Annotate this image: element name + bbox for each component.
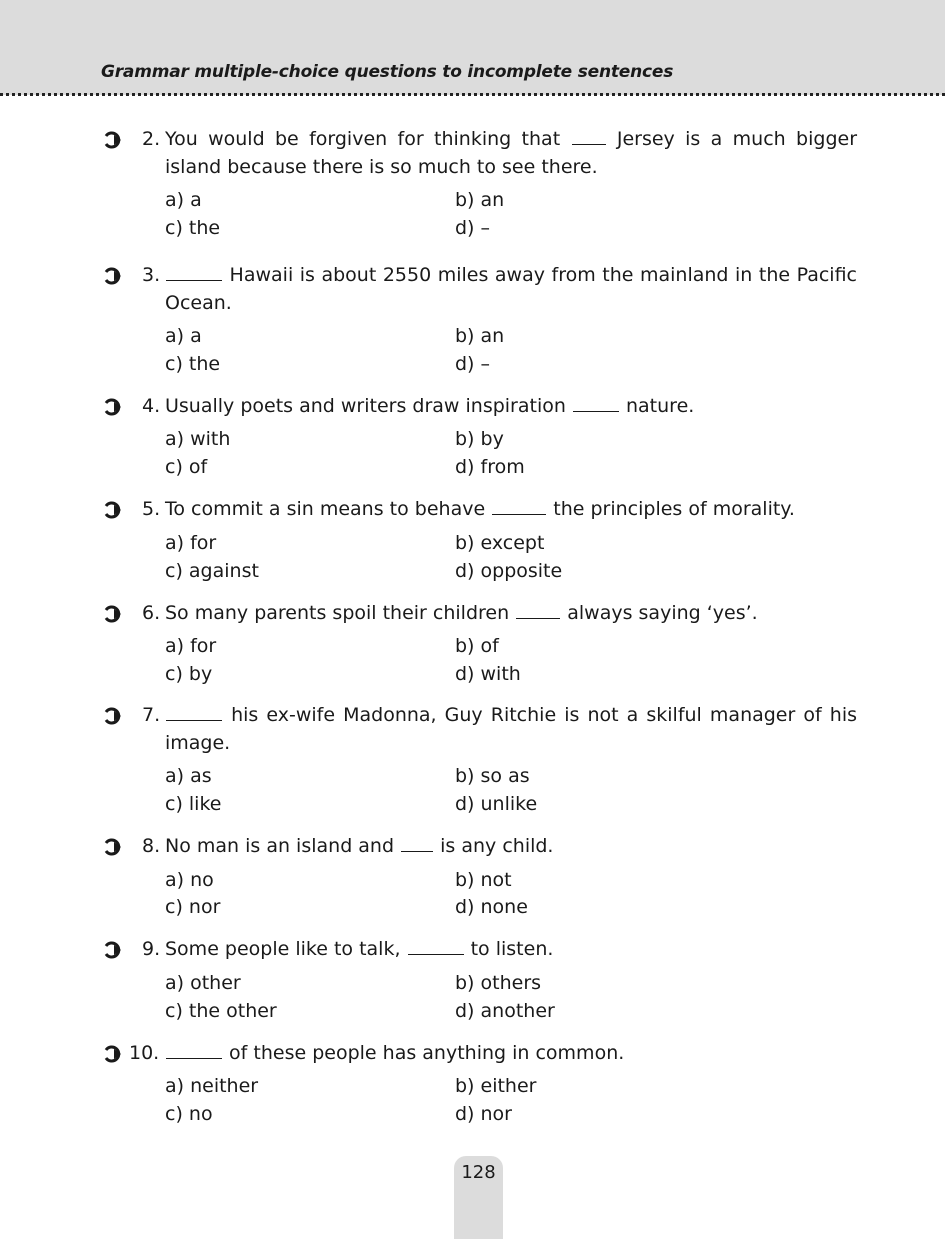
question-number: 7. [142,704,161,726]
option-c[interactable]: c) the [165,353,221,375]
question-number: 2. [142,128,161,150]
arrow-bullet-icon [103,940,123,960]
answer-blank [492,496,546,515]
answer-blank [166,702,222,721]
option-c[interactable]: c) like [165,793,222,815]
option-a[interactable]: a) no [165,869,214,891]
arrow-bullet-icon [103,500,123,520]
option-a[interactable]: a) a [165,189,202,211]
option-a[interactable]: a) as [165,765,212,787]
option-c[interactable]: c) of [165,456,208,478]
option-a[interactable]: a) other [165,972,241,994]
arrow-bullet-icon [103,604,123,624]
question-text: his ex-wife Madonna, Guy Ritchie is not a skilful manager of his image. [165,704,857,754]
option-c[interactable]: c) the other [165,1000,277,1022]
question-number: 8. [142,835,161,857]
option-a[interactable]: a) for [165,635,217,657]
option-d[interactable]: d) from [455,456,525,478]
arrow-bullet-icon [103,837,123,857]
answer-blank [516,600,560,619]
question-text: Some people like to talk, to listen. [165,938,554,960]
option-d[interactable]: d) with [455,663,521,685]
question-number: 4. [142,395,161,417]
question-number: 10. [129,1042,160,1064]
question-text: To commit a sin means to behave the principles of morality. [165,498,795,520]
option-d[interactable]: d) another [455,1000,555,1022]
option-b[interactable]: b) so as [455,765,530,787]
option-c[interactable]: c) no [165,1103,213,1125]
option-b[interactable]: b) either [455,1075,537,1097]
option-c[interactable]: c) the [165,217,221,239]
question-text: Hawaii is about 2550 miles away from the mainland in the Pacific Ocean. [165,264,857,314]
option-c[interactable]: c) against [165,560,259,582]
option-a[interactable]: a) neither [165,1075,259,1097]
question-text: So many parents spoil their children always saying ‘yes’. [165,602,758,624]
answer-blank [573,393,619,412]
page-number: 128 [461,1162,496,1183]
question-text: You would be forgiven for thinking that Jersey is a much bigger island because there is so much to see there. [165,128,858,178]
answer-blank [166,262,222,281]
option-b[interactable]: b) an [455,189,505,211]
question-number: 3. [142,264,161,286]
option-d[interactable]: d) none [455,896,528,918]
option-b[interactable]: b) others [455,972,542,994]
arrow-bullet-icon [103,397,123,417]
answer-blank [166,1040,222,1059]
option-b[interactable]: b) of [455,635,499,657]
option-b[interactable]: b) except [455,532,545,554]
option-a[interactable]: a) a [165,325,202,347]
answer-blank [401,833,433,852]
option-b[interactable]: b) by [455,428,504,450]
question-text: No man is an island and is any child. [165,835,554,857]
page-title: Grammar multiple-choice questions to incomplete sentences [101,62,674,82]
question-number: 6. [142,602,161,624]
option-b[interactable]: b) not [455,869,512,891]
option-d[interactable]: d) nor [455,1103,512,1125]
option-d[interactable]: d) unlike [455,793,538,815]
option-d[interactable]: d) – [455,217,491,239]
arrow-bullet-icon [103,1044,123,1064]
question-text: Usually poets and writers draw inspiration nature. [165,395,695,417]
option-c[interactable]: c) by [165,663,213,685]
option-c[interactable]: c) nor [165,896,221,918]
option-d[interactable]: d) – [455,353,491,375]
arrow-bullet-icon [103,130,123,150]
option-b[interactable]: b) an [455,325,505,347]
question-text: of these people has anything in common. [165,1039,857,1067]
answer-blank [408,936,464,955]
answer-blank [572,126,606,145]
arrow-bullet-icon [103,706,123,726]
option-d[interactable]: d) opposite [455,560,563,582]
arrow-bullet-icon [103,266,123,286]
option-a[interactable]: a) for [165,532,217,554]
question-number: 9. [142,938,161,960]
option-a[interactable]: a) with [165,428,231,450]
question-number: 5. [142,498,161,520]
